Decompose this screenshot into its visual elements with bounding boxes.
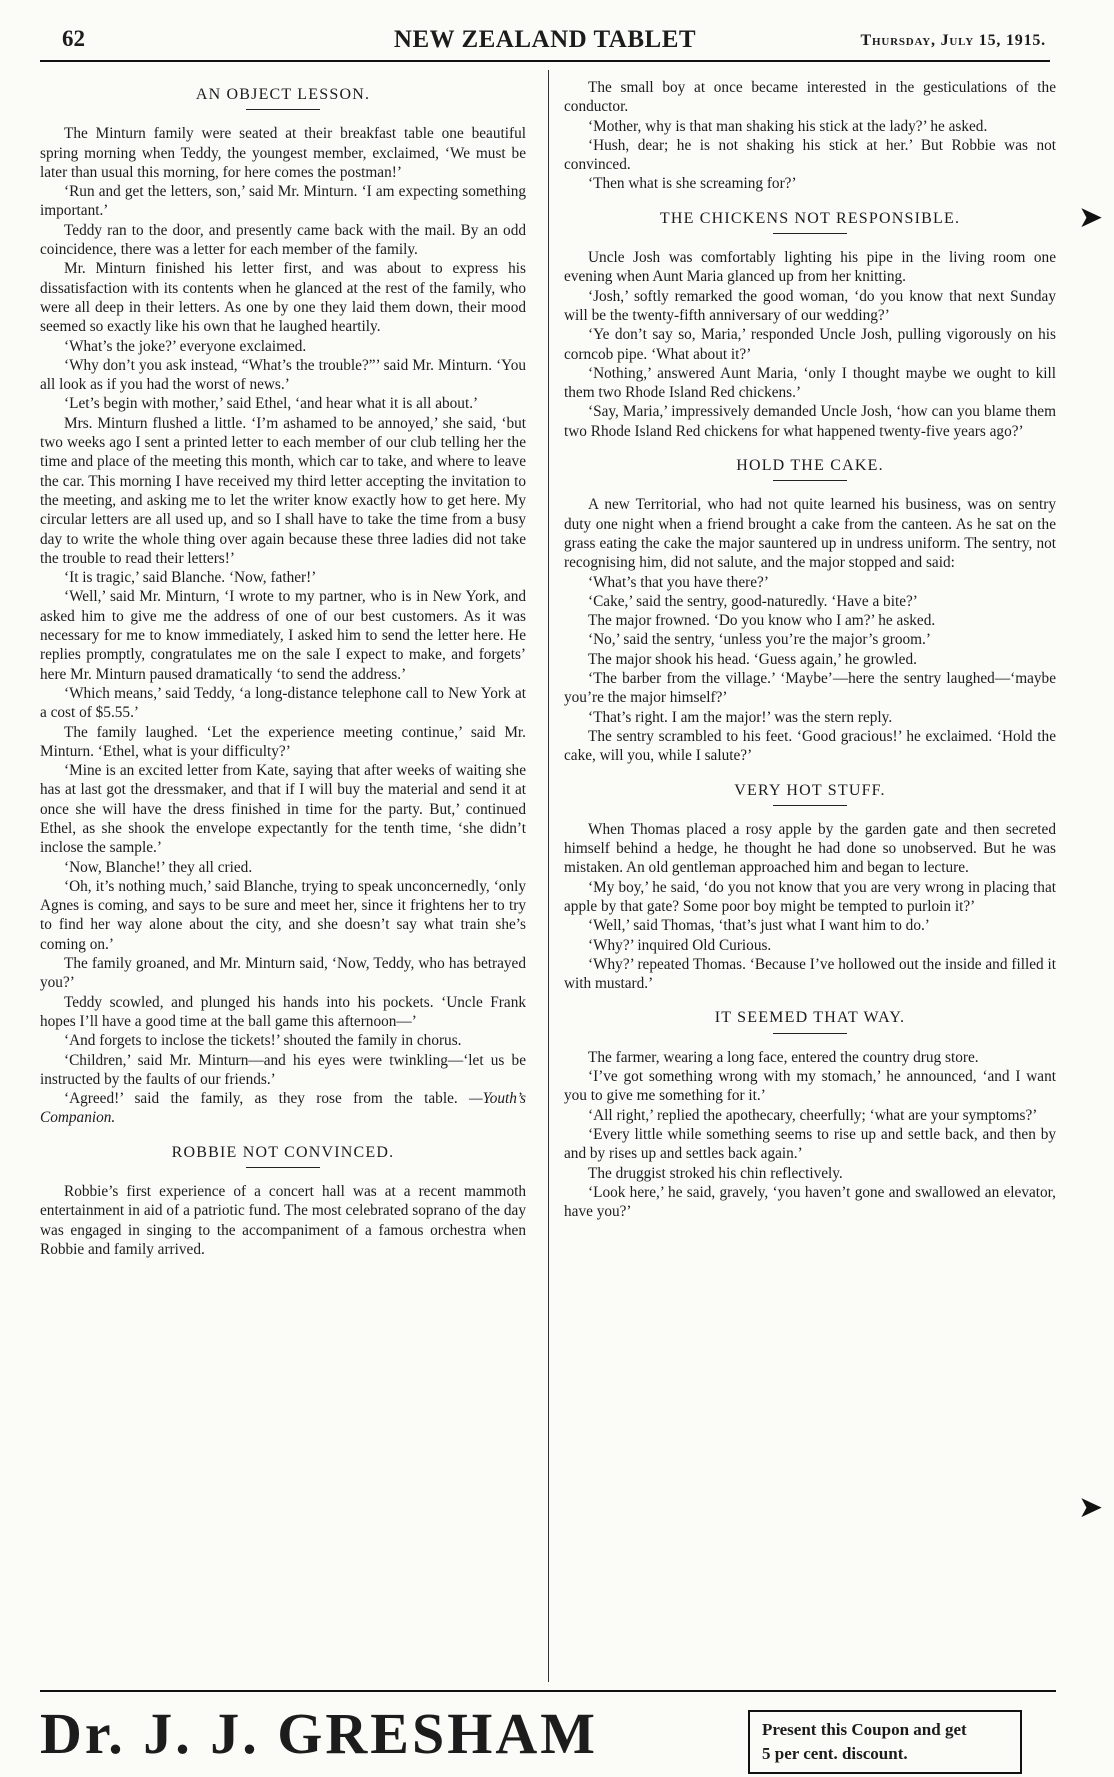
story-title: VERY HOT STUFF. xyxy=(734,781,886,799)
paragraph: Robbie’s first experience of a concert hall was at a recent mammoth entertainment in aid of a patriotic fund. The most celebrated soprano of the day was engaged in singing to the accompaniment of a famous orchestra when Robbie and family arrived. xyxy=(40,1183,526,1258)
story-gap xyxy=(40,1128,526,1136)
paragraph: ‘The barber from the village.’ ‘Maybe’—here the sentry laughed—‘maybe you’re the major himself?’ xyxy=(564,670,1056,707)
paragraph: The family laughed. ‘Let the experience meeting continue,’ said Mr. Minturn. ‘Ethel, what is your difficulty?’ xyxy=(40,723,526,760)
paragraph: ‘Say, Maria,’ impressively demanded Uncle Josh, ‘how can you blame them two Rhode Island Red chickens for what happened twenty-five years ago?’ xyxy=(564,403,1056,440)
paragraph: ‘Let’s begin with mother,’ said Ethel, ‘and hear what it is all about.’ xyxy=(64,395,479,413)
paragraph: ‘I’ve got something wrong with my stomach,’ he announced, ‘and I want you to give me something for it.’ xyxy=(564,1068,1056,1105)
paragraph: ‘Now, Blanche!’ they all cried. xyxy=(64,858,253,876)
story-robbie-continued xyxy=(564,78,1056,194)
paragraph: ‘My boy,’ he said, ‘do you not know that you are very wrong in placing that apple by that gate? Some poor boy might be tempted to purloin it?’ xyxy=(564,878,1056,915)
paragraph: ‘Mine is an excited letter from Kate, saying that after weeks of waiting she has at last got the dressmaker, and that if I will buy the material and send it at once she will have the dress finished in time for the party. But,’ continued Ethel, as she shook the envelope expectantly for the tenth time, ‘she didn’t inclose the sample.’ xyxy=(40,762,526,857)
paragraph: ‘Then what is she screaming for?’ xyxy=(588,175,797,193)
paragraph: A new Territorial, who had not quite learned his business, was on sentry duty one night when a friend brought a cake from the canteen. As he sat on the grass eating the cake the major sauntered up in undress uniform. The sentry, not recognising him, did not salute, and the major stopped and said: xyxy=(564,496,1056,572)
paragraph: ‘That’s right. I am the major!’ was the stern reply. xyxy=(588,708,893,726)
page-header xyxy=(40,20,1050,62)
paragraph: The farmer, wearing a long face, entered the country drug store. xyxy=(588,1048,979,1066)
story-hold-the-cake xyxy=(564,456,1056,765)
paragraph: The major frowned. ‘Do you know who I am?’ he asked. xyxy=(588,612,936,630)
paragraph: ‘Which means,’ said Teddy, ‘a long-distance telephone call to New York at a cost of $5.55.’ xyxy=(40,684,526,722)
story-gap xyxy=(564,993,1056,1001)
story-gap xyxy=(564,441,1056,449)
paragraph: ‘Well,’ said Mr. Minturn, ‘I wrote to my partner, who is in New York, and asked him to give me the address of one of our best customers. As it was necessary for me to know immediately, I asked him to send the letter here. He replies promptly, congratulates me on the sale I expect to make, and forgets’ here Mr. Minturn paused dramatically ‘to send the address.’ xyxy=(40,588,526,683)
newspaper-title: NEW ZEALAND TABLET xyxy=(393,26,697,53)
paragraph: ‘Ye don’t say so, Maria,’ responded Uncle Josh, pulling vigorously on his corncob pipe. ‘What about it?’ xyxy=(564,326,1056,363)
paragraph: The druggist stroked his chin reflectively. xyxy=(588,1164,843,1182)
story-robbie-not-convinced xyxy=(40,1143,526,1259)
paragraph: ‘What’s that you have there?’ xyxy=(588,573,769,591)
paragraph: Teddy ran to the door, and presently came back with the mail. By an odd coincidence, there was a letter for each member of the family. xyxy=(40,221,526,259)
column-divider xyxy=(548,70,549,1682)
paragraph: The major shook his head. ‘Guess again,’ he growled. xyxy=(588,650,917,668)
story-chickens-not-responsible xyxy=(564,209,1056,441)
story-gap xyxy=(564,194,1056,202)
title-rule xyxy=(773,1033,847,1034)
paragraph: ‘Children,’ said Mr. Minturn—and his eyes were twinkling—‘let us be instructed by the faults of our friends.’ xyxy=(40,1051,526,1088)
advertisement-name: Dr. J. J. GRESHAM xyxy=(40,1701,598,1766)
title-rule xyxy=(773,233,847,234)
paragraph: ‘Why?’ repeated Thomas. ‘Because I’ve hollowed out the inside and filled it with mustard.’ xyxy=(564,955,1056,993)
story-very-hot-stuff xyxy=(564,781,1056,994)
title-rule xyxy=(773,480,847,481)
paragraph: ‘Mother, why is that man shaking his stick at the lady?’ he asked. xyxy=(588,117,988,135)
paragraph: ‘Cake,’ said the sentry, good-naturedly. ‘Have a bite?’ xyxy=(588,592,918,610)
left-column xyxy=(40,78,526,1682)
coupon-line: 5 per cent. discount. xyxy=(762,1744,908,1763)
story-gap xyxy=(564,766,1056,774)
advert-rule xyxy=(40,1690,1056,1692)
paragraph: ‘No,’ said the sentry, ‘unless you’re the major’s groom.’ xyxy=(588,631,931,649)
story-title: IT SEEMED THAT WAY. xyxy=(714,1009,906,1027)
paragraph: ‘And forgets to inclose the tickets!’ shouted the family in chorus. xyxy=(64,1032,462,1050)
paragraph: ‘Run and get the letters, son,’ said Mr. Minturn. ‘I am expecting something important.’ xyxy=(40,183,526,220)
right-column xyxy=(564,78,1056,1682)
paragraph: ‘Nothing,’ answered Aunt Maria, ‘only I thought maybe we ought to kill them two Rhode Island Red chickens.’ xyxy=(564,364,1056,402)
margin-pointer-icon: ➤ xyxy=(1078,201,1104,234)
paragraph: ‘What’s the joke?’ everyone exclaimed. xyxy=(64,337,307,355)
paragraph-last xyxy=(40,1089,526,1128)
story-title: THE CHICKENS NOT RESPONSIBLE. xyxy=(659,209,961,227)
paragraph: ‘Every little while something seems to rise up and settle back, and then by and by rises up and settles back again.’ xyxy=(564,1125,1056,1163)
paragraph: Mr. Minturn finished his letter first, and was about to express his dissatisfaction with its contents when he glanced at the rest of the family, who were all deep in their letters. As one by one they laid them down, their mood seemed so exactly like his own that he laughed heartily. xyxy=(40,260,526,336)
paragraph: ‘Hush, dear; he is not shaking his stick at her.’ But Robbie was not convinced. xyxy=(564,136,1056,174)
coupon-line: Present this Coupon and get xyxy=(762,1720,967,1739)
coupon-box xyxy=(748,1710,1022,1774)
paragraph: The sentry scrambled to his feet. ‘Good gracious!’ he exclaimed. ‘Hold the cake, will you, while I salute?’ xyxy=(564,727,1056,765)
paragraph: Mrs. Minturn flushed a little. ‘I’m ashamed to be annoyed,’ she said, ‘but two weeks ago I sent a printed letter to each member of our club telling her the time and place of the meeting this month, which car to take, and where to leave the car. This morning I have received my third letter accepting the invitation to the meeting, and asking me to let the writer know exactly how to get here. My circular letters are all used up, and so I shall have to take the time from a busy day to write the whole thing over again because these three ladies did not take the trouble to read their letters!’ xyxy=(40,414,526,567)
paragraph: ‘Why?’ inquired Old Curious. xyxy=(588,936,772,954)
paragraph: ‘Why don’t you ask instead, “What’s the trouble?”’ said Mr. Minturn. ‘You all look as if you had the worst of news.’ xyxy=(40,356,526,394)
story-an-object-lesson xyxy=(40,85,526,1128)
paragraph: The family groaned, and Mr. Minturn said, ‘Now, Teddy, who has betrayed you?’ xyxy=(40,955,526,992)
paragraph: Uncle Josh was comfortably lighting his pipe in the living room one evening when Aunt Maria glanced up from her knitting. xyxy=(564,249,1056,286)
paragraph: When Thomas placed a rosy apple by the garden gate and then secreted himself behind a hedge, he thought he had done so unobserved. But he was mistaken. An old gentleman approached him and began to lecture. xyxy=(564,820,1056,877)
paragraph: ‘Well,’ said Thomas, ‘that’s just what I want him to do.’ xyxy=(588,917,930,935)
margin-pointer-icon: ➤ xyxy=(1078,1491,1104,1524)
paragraph: The small boy at once became interested in the gesticulations of the conductor. xyxy=(564,79,1056,116)
story-title: ROBBIE NOT CONVINCED. xyxy=(171,1143,395,1161)
story-credit: —Youth’s Companion. xyxy=(40,1090,526,1127)
paragraph: ‘All right,’ replied the apothecary, cheerfully; ‘what are your symptoms?’ xyxy=(588,1106,1038,1124)
page-number: 62 xyxy=(62,26,85,51)
paragraph: ‘It is tragic,’ said Blanche. ‘Now, father!’ xyxy=(64,569,317,587)
paragraph: The Minturn family were seated at their breakfast table one beautiful spring morning when Teddy, the youngest member, exclaimed, ‘We must be later than usual this morning, for here comes the postman!’ xyxy=(40,125,526,181)
issue-date: Thursday, July 15, 1915. xyxy=(860,32,1046,49)
title-rule xyxy=(246,1167,320,1168)
story-it-seemed-that-way xyxy=(564,1008,1056,1221)
paragraph: ‘Josh,’ softly remarked the good woman, ‘do you know that next Sunday will be the twenty-fifth anniversary of our wedding?’ xyxy=(564,287,1056,324)
title-rule xyxy=(773,805,847,806)
title-rule xyxy=(246,109,320,110)
paragraph: Teddy scowled, and plunged his hands into his pockets. ‘Uncle Frank hopes I’ll have a good time at the ball game this afternoon—’ xyxy=(40,993,526,1030)
story-title: HOLD THE CAKE. xyxy=(736,457,884,475)
paragraph: ‘Oh, it’s nothing much,’ said Blanche, trying to speak unconcernedly, ‘only Agnes is coming, and says to be sure and meet her, since it frightens her to try to find her way alone about the city, and she doesn’t say what train she’s coming on.’ xyxy=(40,877,526,953)
story-title: AN OBJECT LESSON. xyxy=(195,86,371,103)
paragraph: ‘Look here,’ he said, gravely, ‘you haven’t gone and swallowed an elevator, have you?’ xyxy=(564,1183,1056,1221)
paragraph-text: ‘Agreed!’ said the family, as they rose from the table. xyxy=(64,1090,458,1108)
